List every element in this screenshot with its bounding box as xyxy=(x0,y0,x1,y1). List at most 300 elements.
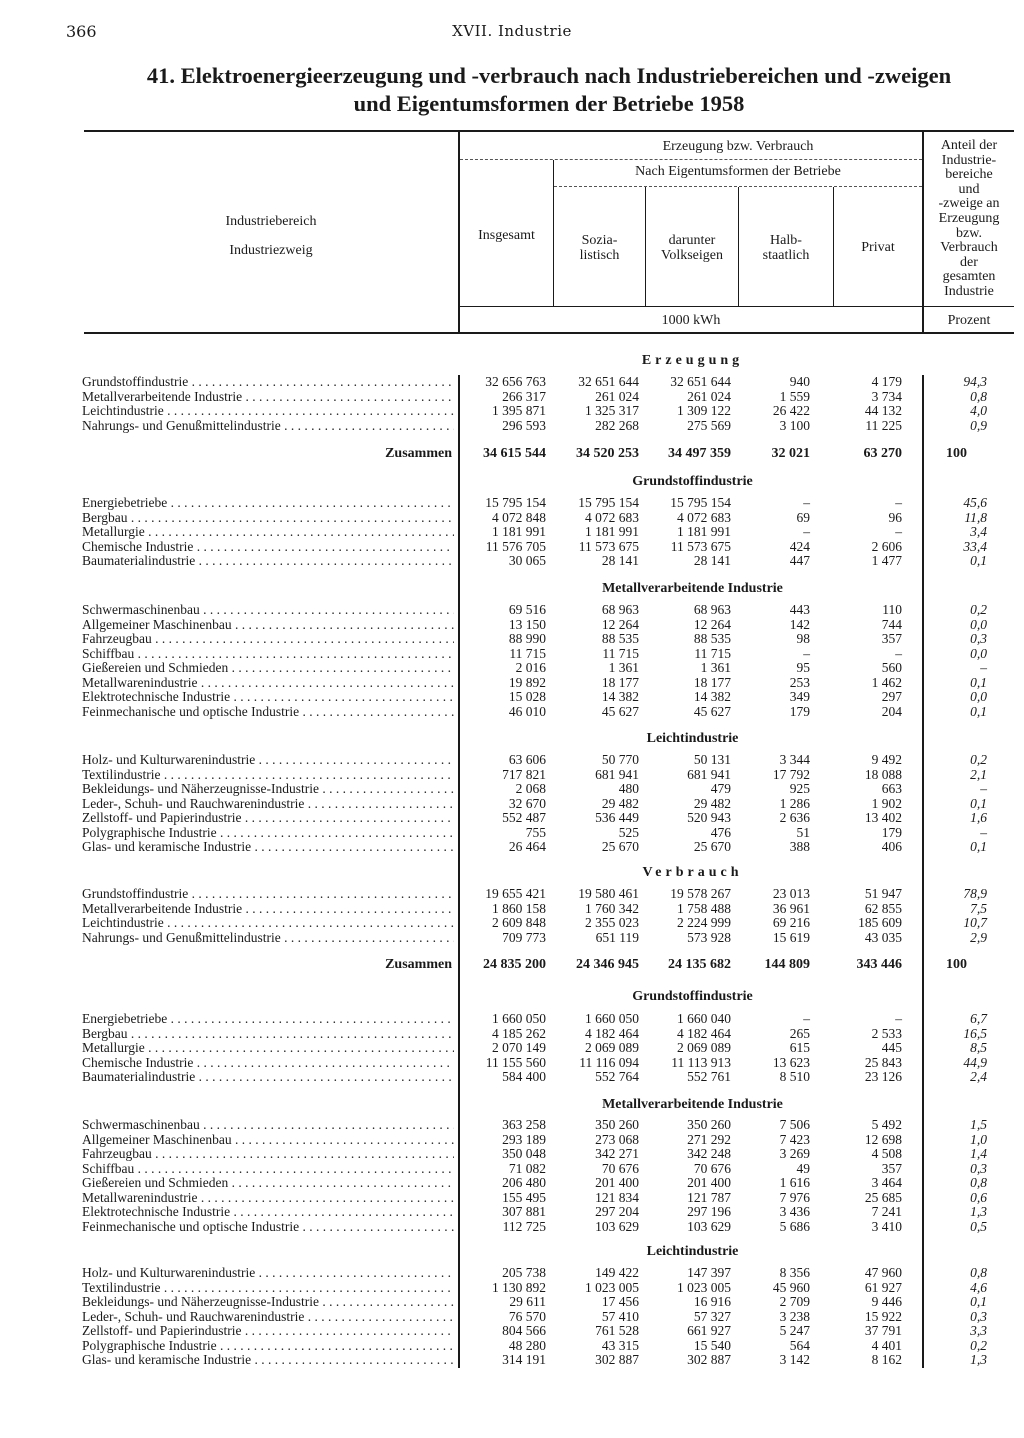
cell-anteil: 0,3 xyxy=(970,1308,987,1324)
cell-volkseigen: 1 758 488 xyxy=(677,900,731,916)
table-row xyxy=(0,1353,1024,1368)
row-label: Textilindustrie . . . xyxy=(82,768,454,783)
cell-volkseigen: 573 928 xyxy=(687,929,731,945)
cell-halbstaatlich: 45 960 xyxy=(772,1279,810,1295)
cell-halbstaatlich: 3 100 xyxy=(779,417,810,433)
table-row xyxy=(0,1191,1024,1206)
cell-halbstaatlich: – xyxy=(803,1011,810,1026)
cell-halbstaatlich: 69 xyxy=(796,509,810,525)
cell-anteil: 45,6 xyxy=(963,495,987,510)
cell-volkseigen: 50 131 xyxy=(693,752,731,767)
cell-volkseigen: 681 941 xyxy=(687,766,731,782)
cell-volkseigen: 15 540 xyxy=(693,1337,731,1353)
cell-privat: 110 xyxy=(882,602,902,617)
cell-sozialistisch: 261 024 xyxy=(595,388,639,404)
cell-anteil: 0,6 xyxy=(970,1189,987,1205)
cell-anteil: 2,4 xyxy=(970,1069,987,1084)
cell-sozialistisch: 11 116 094 xyxy=(579,1054,639,1070)
cell-anteil: 0,3 xyxy=(970,631,987,646)
cell-halbstaatlich: 615 xyxy=(789,1040,810,1055)
col-header-halbstaatlich-line-2: staatlich xyxy=(762,248,810,263)
table-row xyxy=(0,676,1024,691)
cell-sozialistisch: 525 xyxy=(618,824,639,840)
section-title: Leichtindustrie xyxy=(646,1244,739,1259)
row-label: Elektrotechnische Industrie . . . xyxy=(82,1205,454,1220)
cell-insgesamt: 15 028 xyxy=(508,689,546,704)
cell-privat: 9 492 xyxy=(871,752,902,767)
table-row xyxy=(0,1118,1024,1133)
cell-volkseigen: 16 916 xyxy=(693,1294,731,1309)
cell-anteil: 3,4 xyxy=(970,524,987,539)
row-label: Chemische Industrie . . . xyxy=(82,1056,454,1071)
cell-privat: 2 606 xyxy=(871,538,902,554)
cell-insgesamt: 350 048 xyxy=(502,1146,546,1161)
cell-insgesamt: 293 189 xyxy=(502,1131,546,1147)
cell-insgesamt: 755 xyxy=(525,824,546,840)
cell-volkseigen: 11 113 913 xyxy=(671,1054,731,1070)
row-label: Schiffbau . . . xyxy=(82,1162,454,1177)
cell-privat: 51 947 xyxy=(864,886,902,901)
cell-sozialistisch: 12 264 xyxy=(601,616,639,632)
table-title-line-2: und Eigentumsformen der Betriebe 1958 xyxy=(353,91,745,116)
cell-insgesamt: 19 892 xyxy=(508,674,546,690)
cell-halbstaatlich: 564 xyxy=(789,1337,810,1353)
cell-sozialistisch: 121 834 xyxy=(595,1189,639,1205)
cell-halbstaatlich: 424 xyxy=(789,538,810,554)
cell-halbstaatlich: 8 510 xyxy=(779,1069,810,1084)
cell-volkseigen: 275 569 xyxy=(687,417,731,433)
cell-sozialistisch: 342 271 xyxy=(595,1146,639,1161)
cell-halbstaatlich: 3 142 xyxy=(779,1352,810,1367)
cell-privat: 43 035 xyxy=(864,929,902,945)
cell-insgesamt: 13 150 xyxy=(508,616,546,632)
col-header-sozialistisch xyxy=(554,233,645,263)
total-cell-sozialistisch: 34 520 253 xyxy=(576,446,639,461)
row-label: Metallurgie . . . xyxy=(82,525,454,540)
stub-header-line-1: Industriebereich xyxy=(225,214,317,229)
cell-halbstaatlich: 13 623 xyxy=(772,1054,810,1070)
cell-anteil: 4,6 xyxy=(970,1279,987,1295)
cell-halbstaatlich: 69 216 xyxy=(772,915,810,930)
cell-privat: 5 492 xyxy=(871,1117,902,1132)
cell-halbstaatlich: 940 xyxy=(789,374,810,389)
total-cell-privat: 63 270 xyxy=(863,446,902,461)
cell-volkseigen: 4 072 683 xyxy=(677,509,731,525)
cell-insgesamt: 30 065 xyxy=(508,553,546,568)
cell-volkseigen: 476 xyxy=(710,824,731,840)
cell-halbstaatlich: 925 xyxy=(789,781,810,796)
col-header-insgesamt: Insgesamt xyxy=(478,228,535,243)
cell-insgesamt: 69 516 xyxy=(508,602,546,617)
cell-anteil: – xyxy=(980,781,987,796)
cell-volkseigen: 350 260 xyxy=(687,1117,731,1132)
cell-anteil: 0,0 xyxy=(970,616,987,632)
cell-halbstaatlich: 2 709 xyxy=(779,1294,810,1309)
unit-header-prozent: Prozent xyxy=(947,313,991,328)
cell-anteil: 0,2 xyxy=(970,752,987,767)
row-label: Metallwarenindustrie . . . xyxy=(82,676,454,691)
cell-halbstaatlich: 51 xyxy=(796,824,810,840)
col-header-volkseigen-line-2: Volkseigen xyxy=(661,248,723,263)
cell-anteil: 0,1 xyxy=(970,553,987,568)
table-row xyxy=(0,768,1024,783)
cell-halbstaatlich: 142 xyxy=(789,616,810,632)
table-row xyxy=(0,647,1024,662)
cell-sozialistisch: 273 068 xyxy=(595,1131,639,1147)
table-row xyxy=(0,1281,1024,1296)
cell-sozialistisch: 32 651 644 xyxy=(578,374,639,389)
cell-anteil: 11,8 xyxy=(964,509,987,525)
cell-volkseigen: 520 943 xyxy=(687,810,731,825)
table-row xyxy=(0,1310,1024,1325)
cell-privat: 663 xyxy=(881,781,902,796)
cell-volkseigen: 103 629 xyxy=(687,1218,731,1234)
cell-privat: 357 xyxy=(881,631,902,646)
cell-insgesamt: 266 317 xyxy=(502,388,546,404)
table-title-line-1: 41. Elektroenergieerzeugung und -verbrauch nach Industriebereichen und -zweigen xyxy=(146,63,952,88)
cell-privat: – xyxy=(895,645,902,661)
table-row xyxy=(0,1220,1024,1235)
cell-insgesamt: 63 606 xyxy=(508,752,546,767)
cell-privat: 25 685 xyxy=(864,1189,902,1205)
table-row xyxy=(0,1176,1024,1191)
total-row xyxy=(0,446,1024,462)
total-row xyxy=(0,957,1024,973)
cell-halbstaatlich: – xyxy=(803,524,810,539)
row-label: Elektrotechnische Industrie . . . xyxy=(82,690,454,705)
cell-volkseigen: 1 023 005 xyxy=(677,1279,731,1295)
cell-volkseigen: 12 264 xyxy=(693,616,731,632)
cell-sozialistisch: 18 177 xyxy=(601,674,639,690)
cell-anteil: 7,5 xyxy=(970,900,987,916)
cell-volkseigen: 28 141 xyxy=(693,553,731,568)
cell-halbstaatlich: 265 xyxy=(789,1025,810,1041)
col-header-anteil-line: und xyxy=(958,181,980,197)
table-row xyxy=(0,1041,1024,1056)
col-header-sozialistisch-line-2: listisch xyxy=(579,248,620,263)
cell-privat: 47 960 xyxy=(864,1265,902,1280)
cell-anteil: 0,0 xyxy=(970,645,987,661)
row-label: Baumaterialindustrie . . . xyxy=(82,554,454,569)
cell-privat: 13 402 xyxy=(864,810,902,825)
table-row xyxy=(0,496,1024,511)
cell-halbstaatlich: 5 686 xyxy=(779,1218,810,1234)
row-label: Bergbau . . . xyxy=(82,511,454,526)
cell-insgesamt: 15 795 154 xyxy=(485,495,546,510)
cell-privat: 3 464 xyxy=(871,1175,902,1190)
cell-privat: 406 xyxy=(881,839,902,854)
row-label: Baumaterialindustrie . . . xyxy=(82,1070,454,1085)
cell-sozialistisch: 1 023 005 xyxy=(585,1279,639,1295)
row-label: Feinmechanische und optische Industrie . . . xyxy=(82,1220,454,1235)
cell-insgesamt: 1 395 871 xyxy=(492,403,546,418)
total-cell-insgesamt: 24 835 200 xyxy=(483,957,546,972)
row-label: Holz- und Kulturwarenindustrie . . . xyxy=(82,1266,454,1281)
table-row xyxy=(0,390,1024,405)
row-label: Schwermaschinenbau . . . xyxy=(82,603,454,618)
cell-sozialistisch: 11 715 xyxy=(602,645,639,661)
cell-insgesamt: 584 400 xyxy=(502,1069,546,1084)
cell-insgesamt: 4 072 848 xyxy=(492,509,546,525)
table-row xyxy=(0,618,1024,633)
cell-volkseigen: 147 397 xyxy=(687,1265,731,1280)
table-row xyxy=(0,661,1024,676)
row-label: Allgemeiner Maschinenbau . . . xyxy=(82,618,454,633)
cell-privat: 23 126 xyxy=(864,1069,902,1084)
cell-volkseigen: 552 761 xyxy=(687,1069,731,1084)
cell-volkseigen: 4 182 464 xyxy=(677,1025,731,1041)
table-row xyxy=(0,1147,1024,1162)
cell-insgesamt: 11 715 xyxy=(509,645,546,661)
cell-insgesamt: 2 070 149 xyxy=(492,1040,546,1055)
table-row xyxy=(0,404,1024,419)
cell-anteil: 0,0 xyxy=(970,689,987,704)
cell-volkseigen: 1 660 040 xyxy=(677,1011,731,1026)
cell-volkseigen: 1 309 122 xyxy=(677,403,731,418)
cell-privat: 1 462 xyxy=(871,674,902,690)
row-label: Leichtindustrie . . . xyxy=(82,916,454,931)
cell-sozialistisch: 302 887 xyxy=(595,1352,639,1367)
cell-sozialistisch: 350 260 xyxy=(595,1117,639,1132)
cell-anteil: 6,7 xyxy=(970,1011,987,1026)
cell-sozialistisch: 4 072 683 xyxy=(585,509,639,525)
cell-privat: 25 843 xyxy=(864,1054,902,1070)
cell-anteil: 78,9 xyxy=(963,886,987,901)
cell-volkseigen: 45 627 xyxy=(693,703,731,719)
cell-volkseigen: 88 535 xyxy=(693,631,731,646)
row-label: Fahrzeugbau . . . xyxy=(82,1147,454,1162)
cell-insgesamt: 155 495 xyxy=(502,1189,546,1205)
row-label: Polygraphische Industrie . . . xyxy=(82,1339,454,1354)
cell-sozialistisch: 4 182 464 xyxy=(585,1025,639,1041)
cell-insgesamt: 709 773 xyxy=(502,929,546,945)
row-label: Chemische Industrie . . . xyxy=(82,540,454,555)
cell-insgesamt: 29 611 xyxy=(509,1294,546,1309)
cell-insgesamt: 363 258 xyxy=(502,1117,546,1132)
table-row xyxy=(0,1162,1024,1177)
cell-insgesamt: 46 010 xyxy=(508,703,546,719)
cell-halbstaatlich: 15 619 xyxy=(772,929,810,945)
cell-sozialistisch: 761 528 xyxy=(595,1323,639,1338)
table-title xyxy=(84,62,1014,118)
cell-privat: 357 xyxy=(881,1160,902,1176)
cell-anteil: 0,8 xyxy=(970,388,987,404)
cell-sozialistisch: 28 141 xyxy=(601,553,639,568)
table-row xyxy=(0,887,1024,902)
section-title: Erzeugung xyxy=(641,353,744,368)
table-row xyxy=(0,525,1024,540)
table-row xyxy=(0,603,1024,618)
row-label: Leder-, Schuh- und Rauchwarenindustrie . . . xyxy=(82,797,454,812)
cell-anteil: 0,2 xyxy=(970,602,987,617)
col-header-volkseigen xyxy=(646,233,738,263)
cell-privat: 9 446 xyxy=(871,1294,902,1309)
cell-insgesamt: 76 570 xyxy=(508,1308,546,1324)
cell-halbstaatlich: 3 436 xyxy=(779,1204,810,1219)
cell-anteil: 0,1 xyxy=(970,674,987,690)
cell-volkseigen: 11 573 675 xyxy=(670,538,731,554)
cell-sozialistisch: 19 580 461 xyxy=(578,886,639,901)
cell-privat: 3 410 xyxy=(871,1218,902,1234)
cell-anteil: 44,9 xyxy=(963,1054,987,1070)
cell-sozialistisch: 1 760 342 xyxy=(585,900,639,916)
table-row xyxy=(0,540,1024,555)
row-label: Gießereien und Schmieden . . . xyxy=(82,1176,454,1191)
cell-insgesamt: 32 670 xyxy=(508,795,546,811)
total-cell-volkseigen: 24 135 682 xyxy=(668,957,731,972)
table-head-bottom-rule xyxy=(84,332,1014,334)
cell-sozialistisch: 201 400 xyxy=(595,1175,639,1190)
cell-halbstaatlich: 49 xyxy=(796,1160,810,1176)
cell-volkseigen: 201 400 xyxy=(687,1175,731,1190)
cell-volkseigen: 15 795 154 xyxy=(670,495,731,510)
row-label: Bekleidungs- und Näherzeugnisse-Industrie . . . xyxy=(82,1295,454,1310)
table-row xyxy=(0,1133,1024,1148)
cell-sozialistisch: 2 355 023 xyxy=(585,915,639,930)
col-header-halbstaatlich xyxy=(739,233,833,263)
cell-sozialistisch: 25 670 xyxy=(601,839,639,854)
cell-sozialistisch: 70 676 xyxy=(601,1160,639,1176)
cell-halbstaatlich: 1 616 xyxy=(779,1175,810,1190)
cell-sozialistisch: 2 069 089 xyxy=(585,1040,639,1055)
cell-insgesamt: 19 655 421 xyxy=(485,886,546,901)
cell-sozialistisch: 149 422 xyxy=(595,1265,639,1280)
cell-insgesamt: 1 130 892 xyxy=(492,1279,546,1295)
col-header-anteil-line: Anteil der xyxy=(940,138,998,153)
cell-anteil: 1,4 xyxy=(970,1146,987,1161)
cell-anteil: 94,3 xyxy=(963,374,987,389)
cell-halbstaatlich: 1 286 xyxy=(779,795,810,811)
col-header-privat: Privat xyxy=(861,240,895,255)
table-row xyxy=(0,632,1024,647)
total-cell-privat: 343 446 xyxy=(856,957,902,972)
cell-anteil: 0,1 xyxy=(970,703,987,719)
row-label: Polygraphische Industrie . . . xyxy=(82,826,454,841)
col-header-anteil-line: Industrie xyxy=(944,283,994,299)
table-top-rule xyxy=(84,130,1014,132)
head-rule-unit xyxy=(460,306,1014,307)
cell-halbstaatlich: 36 961 xyxy=(772,900,810,916)
row-label: Leichtindustrie . . . xyxy=(82,404,454,419)
cell-halbstaatlich: 253 xyxy=(789,674,810,690)
total-cell-volkseigen: 34 497 359 xyxy=(668,446,731,461)
row-label: Grundstoffindustrie . . . xyxy=(82,375,454,390)
cell-sozialistisch: 1 181 991 xyxy=(585,524,639,539)
cell-sozialistisch: 17 456 xyxy=(601,1294,639,1309)
section-title: Metallverarbeitende Industrie xyxy=(602,1097,783,1112)
group-header: Erzeugung bzw. Verbrauch xyxy=(662,139,814,154)
table-row xyxy=(0,511,1024,526)
row-label: Allgemeiner Maschinenbau . . . xyxy=(82,1133,454,1148)
cell-halbstaatlich: 7 976 xyxy=(779,1189,810,1205)
row-label: Metallverarbeitende Industrie . . . xyxy=(82,390,454,405)
cell-anteil: 3,3 xyxy=(970,1323,987,1338)
cell-privat: – xyxy=(895,524,902,539)
table-row xyxy=(0,1295,1024,1310)
table-row xyxy=(0,1266,1024,1281)
total-cell-halbstaatlich: 32 021 xyxy=(771,446,810,461)
cell-insgesamt: 112 725 xyxy=(502,1218,546,1234)
cell-sozialistisch: 282 268 xyxy=(595,417,639,433)
table-row xyxy=(0,840,1024,855)
table-row xyxy=(0,1205,1024,1220)
cell-volkseigen: 661 927 xyxy=(687,1323,731,1338)
cell-halbstaatlich: 3 269 xyxy=(779,1146,810,1161)
table-row xyxy=(0,419,1024,434)
cell-privat: 7 241 xyxy=(871,1204,902,1219)
cell-insgesamt: 205 738 xyxy=(502,1265,546,1280)
row-label: Leder-, Schuh- und Rauchwarenindustrie . . . xyxy=(82,1310,454,1325)
cell-privat: 96 xyxy=(888,509,902,525)
cell-halbstaatlich: 443 xyxy=(789,602,810,617)
row-label: Zellstoff- und Papierindustrie . . . xyxy=(82,811,454,826)
row-label: Nahrungs- und Genußmittelindustrie . . . xyxy=(82,931,454,946)
col-header-anteil-line: bereiche xyxy=(945,167,993,183)
row-label: Energiebetriebe . . . xyxy=(82,496,454,511)
cell-volkseigen: 261 024 xyxy=(687,388,731,404)
section-title: Metallverarbeitende Industrie xyxy=(602,581,783,596)
cell-anteil: 1,5 xyxy=(970,1117,987,1132)
cell-halbstaatlich: 3 238 xyxy=(779,1308,810,1324)
cell-insgesamt: 804 566 xyxy=(502,1323,546,1338)
cell-privat: 744 xyxy=(881,616,902,632)
cell-privat: 445 xyxy=(881,1040,902,1055)
table-row xyxy=(0,375,1024,390)
cell-privat: 62 855 xyxy=(864,900,902,916)
cell-anteil: 0,3 xyxy=(970,1160,987,1176)
cell-halbstaatlich: 5 247 xyxy=(779,1323,810,1338)
head-rule-group xyxy=(460,159,922,160)
row-label: Gießereien und Schmieden . . . xyxy=(82,661,454,676)
cell-insgesamt: 552 487 xyxy=(502,810,546,825)
cell-insgesamt: 32 656 763 xyxy=(485,374,546,389)
table-row xyxy=(0,931,1024,946)
cell-halbstaatlich: 23 013 xyxy=(772,886,810,901)
cell-anteil: 0,2 xyxy=(970,1337,987,1353)
cell-insgesamt: 307 881 xyxy=(502,1204,546,1219)
cell-privat: 61 927 xyxy=(864,1279,902,1295)
row-label: Glas- und keramische Industrie . . . xyxy=(82,840,454,855)
cell-volkseigen: 11 715 xyxy=(694,645,731,661)
cell-anteil: 0,8 xyxy=(970,1175,987,1190)
row-label: Zellstoff- und Papierindustrie . . . xyxy=(82,1324,454,1339)
cell-volkseigen: 70 676 xyxy=(693,1160,731,1176)
cell-privat: 179 xyxy=(881,824,902,840)
cell-sozialistisch: 50 770 xyxy=(601,752,639,767)
cell-anteil: 0,9 xyxy=(970,417,987,433)
cell-privat: 4 508 xyxy=(871,1146,902,1161)
section-title: Leichtindustrie xyxy=(646,731,739,746)
cell-anteil: 0,1 xyxy=(970,1294,987,1309)
total-label: Zusammen xyxy=(385,446,452,461)
cell-insgesamt: 1 860 158 xyxy=(492,900,546,916)
row-label: Grundstoffindustrie . . . xyxy=(82,887,454,902)
cell-sozialistisch: 68 963 xyxy=(601,602,639,617)
cell-anteil: 8,5 xyxy=(970,1040,987,1055)
table-row xyxy=(0,1012,1024,1027)
cell-insgesamt: 314 191 xyxy=(502,1352,546,1367)
cell-halbstaatlich: 3 344 xyxy=(779,752,810,767)
cell-anteil: – xyxy=(980,660,987,675)
cell-privat: 15 922 xyxy=(864,1308,902,1324)
cell-halbstaatlich: 17 792 xyxy=(772,766,810,782)
cell-volkseigen: 68 963 xyxy=(693,602,731,617)
col-header-anteil-line: bzw. xyxy=(956,225,982,241)
cell-anteil: 0,5 xyxy=(970,1218,987,1234)
total-label: Zusammen xyxy=(385,957,452,972)
col-header-anteil-line: der xyxy=(960,254,978,270)
cell-sozialistisch: 43 315 xyxy=(601,1337,639,1353)
